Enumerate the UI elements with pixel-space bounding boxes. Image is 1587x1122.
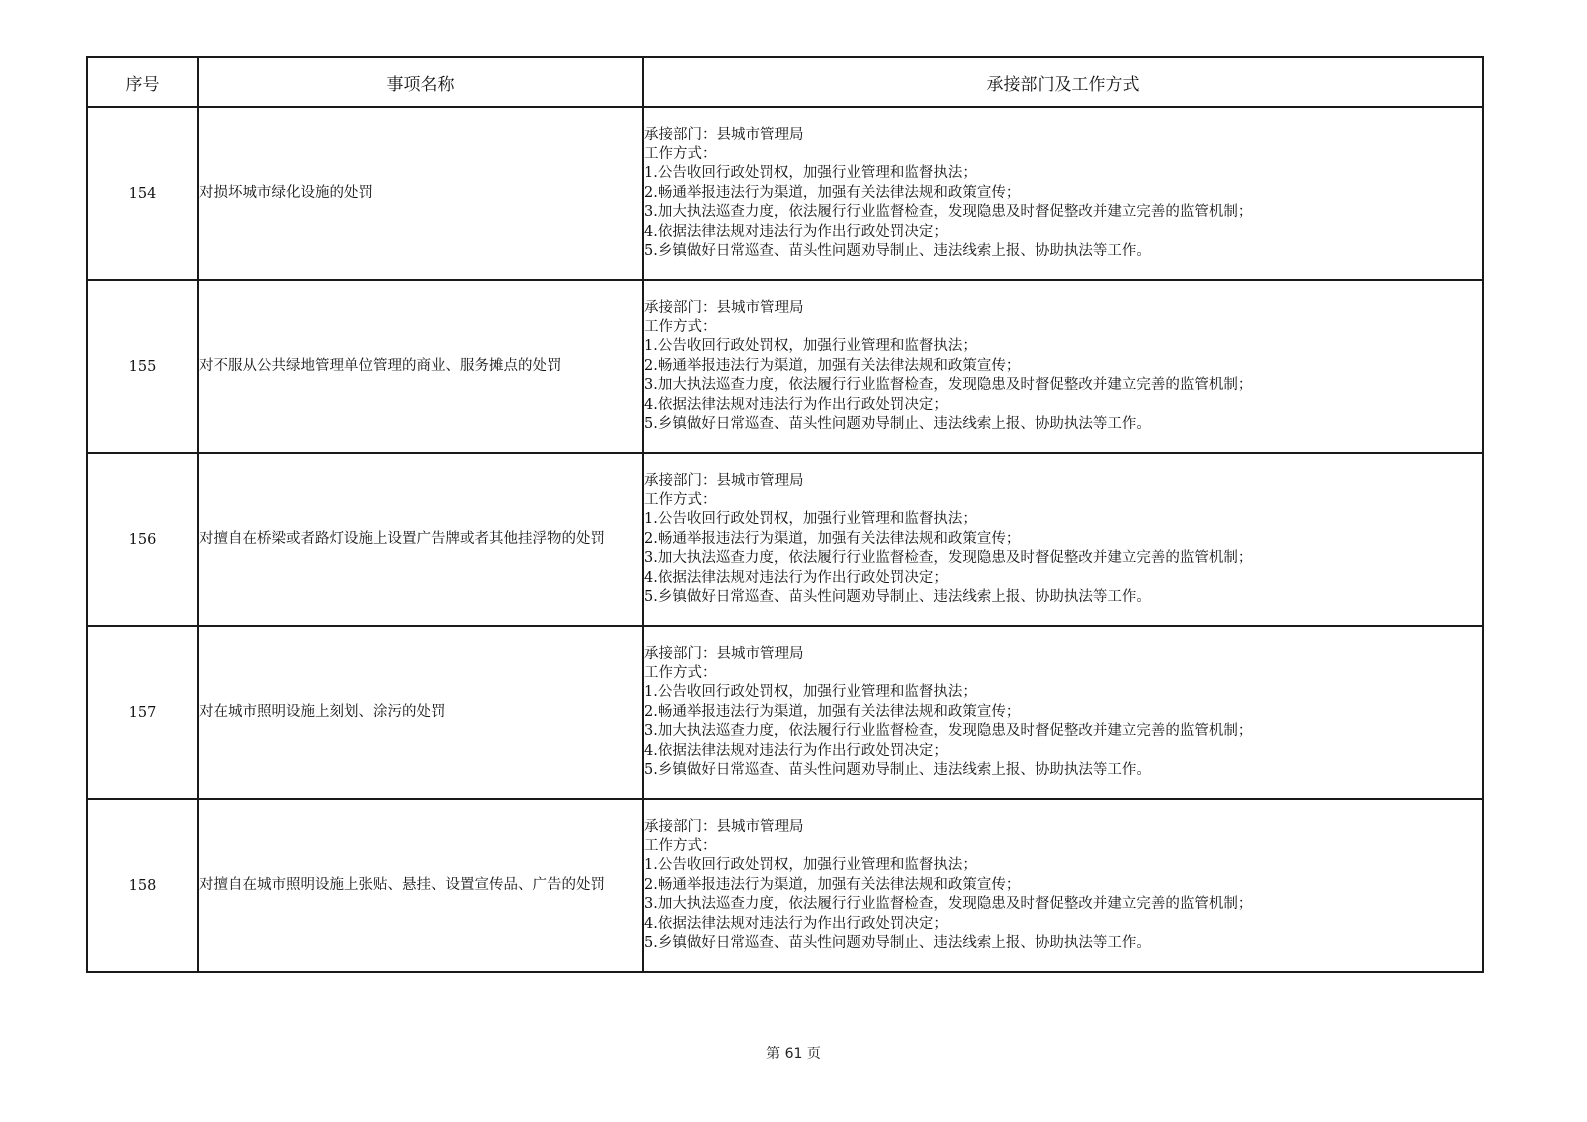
- table-row: [87, 280, 1483, 453]
- row-number: 157: [87, 626, 198, 799]
- row-number: 154: [87, 107, 198, 280]
- method-label: 工作方式：: [644, 491, 717, 508]
- row-number: 158: [87, 799, 198, 972]
- table-row: [87, 453, 1483, 626]
- method-item: 4.依据法律法规对违法行为作出行政处罚决定；: [644, 915, 948, 932]
- dept-and-method: [643, 453, 1483, 626]
- method-item: 3.加大执法巡查力度，依法履行行业监督检查，发现隐患及时督促整改并建立完善的监管机制；: [644, 723, 1253, 740]
- dept-and-method: [643, 799, 1483, 972]
- dept-line: 承接部门：县城市管理局: [644, 299, 804, 316]
- item-name: 对不服从公共绿地管理单位管理的商业、服务摊点的处罚: [198, 280, 643, 453]
- method-item: 2.畅通举报违法行为渠道，加强有关法律法规和政策宣传；: [644, 357, 1021, 374]
- method-item: 2.畅通举报违法行为渠道，加强有关法律法规和政策宣传；: [644, 530, 1021, 547]
- dept-line: 承接部门：县城市管理局: [644, 818, 804, 835]
- method-item: 5.乡镇做好日常巡查、苗头性问题劝导制止、违法线索上报、协助执法等工作。: [644, 762, 1151, 779]
- method-item: 4.依据法律法规对违法行为作出行政处罚决定；: [644, 742, 948, 759]
- method-item: 3.加大执法巡查力度，依法履行行业监督检查，发现隐患及时督促整改并建立完善的监管机制；: [644, 550, 1253, 567]
- table-header-row: [87, 57, 1483, 107]
- table-row: [87, 799, 1483, 972]
- row-number: 155: [87, 280, 198, 453]
- dept-and-method: [643, 280, 1483, 453]
- method-item: 4.依据法律法规对违法行为作出行政处罚决定；: [644, 223, 948, 240]
- method-item: 5.乡镇做好日常巡查、苗头性问题劝导制止、违法线索上报、协助执法等工作。: [644, 935, 1151, 952]
- method-label: 工作方式：: [644, 664, 717, 681]
- dept-and-method: [643, 626, 1483, 799]
- method-item: 2.畅通举报违法行为渠道，加强有关法律法规和政策宣传；: [644, 876, 1021, 893]
- items-table: [86, 56, 1484, 973]
- dept-line: 承接部门：县城市管理局: [644, 645, 804, 662]
- method-item: 4.依据法律法规对违法行为作出行政处罚决定；: [644, 569, 948, 586]
- table-row: [87, 626, 1483, 799]
- row-number: 156: [87, 453, 198, 626]
- method-item: 1.公告收回行政处罚权，加强行业管理和监督执法；: [644, 165, 977, 182]
- table-row: [87, 107, 1483, 280]
- header-no: 序号: [87, 57, 198, 107]
- method-item: 3.加大执法巡查力度，依法履行行业监督检查，发现隐患及时督促整改并建立完善的监管机制；: [644, 204, 1253, 221]
- method-label: 工作方式：: [644, 837, 717, 854]
- method-item: 1.公告收回行政处罚权，加强行业管理和监督执法；: [644, 684, 977, 701]
- method-item: 1.公告收回行政处罚权，加强行业管理和监督执法；: [644, 511, 977, 528]
- page-number: 第 61 页: [766, 1046, 821, 1062]
- dept-and-method: [643, 107, 1483, 280]
- item-name: 对在城市照明设施上刻划、涂污的处罚: [198, 626, 643, 799]
- item-name: 对擅自在城市照明设施上张贴、悬挂、设置宣传品、广告的处罚: [198, 799, 643, 972]
- dept-line: 承接部门：县城市管理局: [644, 126, 804, 143]
- method-label: 工作方式：: [644, 145, 717, 162]
- method-item: 2.畅通举报违法行为渠道，加强有关法律法规和政策宣传；: [644, 184, 1021, 201]
- method-item: 1.公告收回行政处罚权，加强行业管理和监督执法；: [644, 338, 977, 355]
- method-item: 5.乡镇做好日常巡查、苗头性问题劝导制止、违法线索上报、协助执法等工作。: [644, 416, 1151, 433]
- method-label: 工作方式：: [644, 318, 717, 335]
- method-item: 2.畅通举报违法行为渠道，加强有关法律法规和政策宣传；: [644, 703, 1021, 720]
- header-dept: 承接部门及工作方式: [643, 57, 1483, 107]
- item-name: 对损坏城市绿化设施的处罚: [198, 107, 643, 280]
- method-item: 3.加大执法巡查力度，依法履行行业监督检查，发现隐患及时督促整改并建立完善的监管机制；: [644, 896, 1253, 913]
- method-item: 1.公告收回行政处罚权，加强行业管理和监督执法；: [644, 857, 977, 874]
- method-item: 5.乡镇做好日常巡查、苗头性问题劝导制止、违法线索上报、协助执法等工作。: [644, 243, 1151, 260]
- method-item: 5.乡镇做好日常巡查、苗头性问题劝导制止、违法线索上报、协助执法等工作。: [644, 589, 1151, 606]
- method-item: 3.加大执法巡查力度，依法履行行业监督检查，发现隐患及时督促整改并建立完善的监管机制；: [644, 377, 1253, 394]
- header-name: 事项名称: [198, 57, 643, 107]
- dept-line: 承接部门：县城市管理局: [644, 472, 804, 489]
- item-name: 对擅自在桥梁或者路灯设施上设置广告牌或者其他挂浮物的处罚: [198, 453, 643, 626]
- method-item: 4.依据法律法规对违法行为作出行政处罚决定；: [644, 396, 948, 413]
